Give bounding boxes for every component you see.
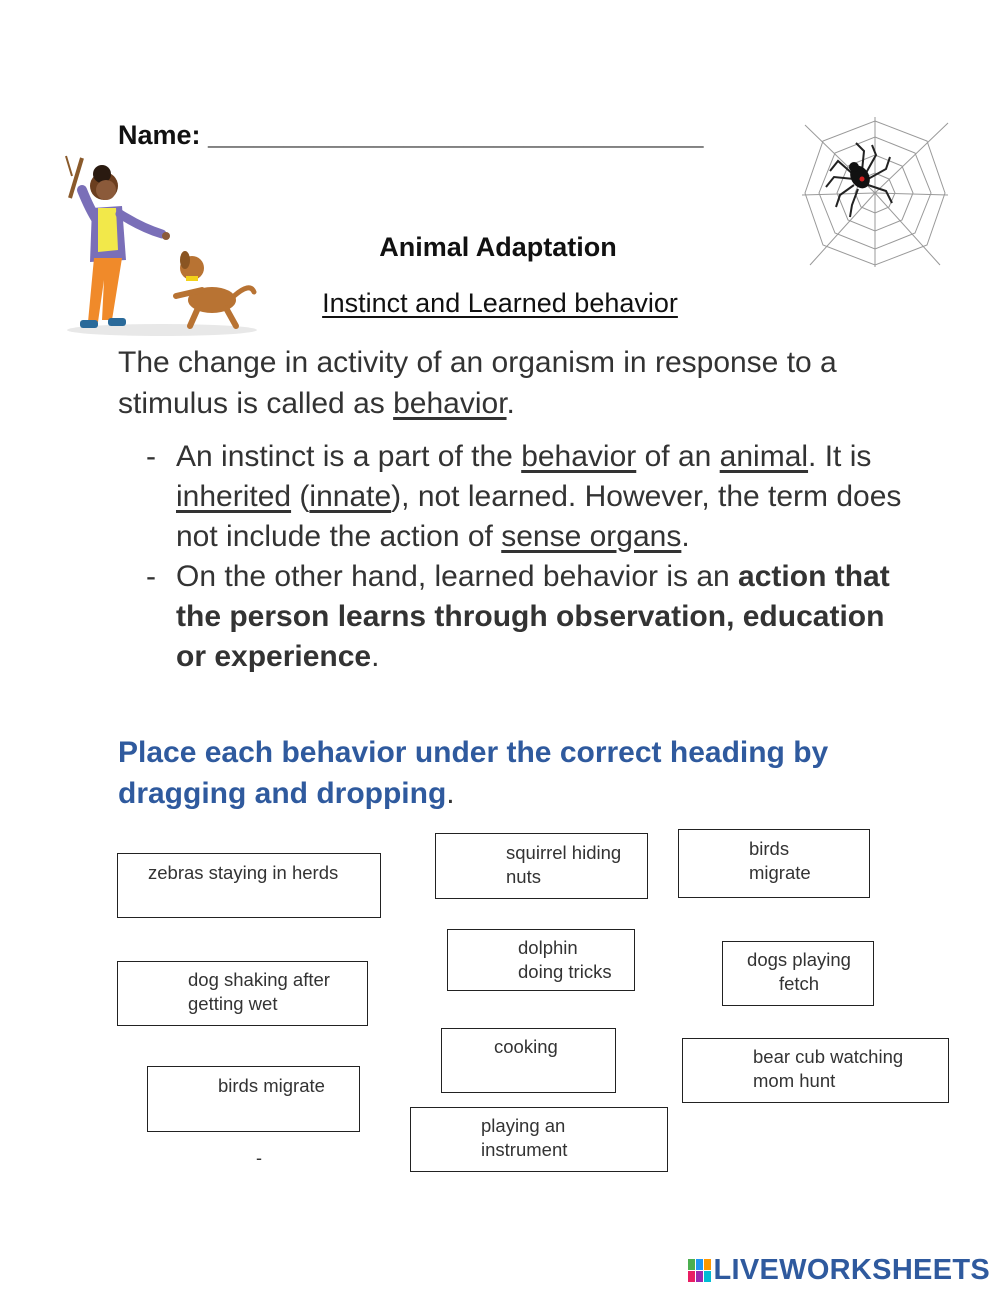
- drag-card-dogs-playing-fetch[interactable]: [722, 941, 874, 1006]
- card-label: dog shaking after getting wet: [188, 969, 330, 1014]
- instruction-text: Place each behavior under the correct heading by dragging and dropping: [118, 736, 829, 810]
- bullet-text: .: [681, 520, 690, 553]
- worksheet-subtitle: Instinct and Learned behavior: [322, 288, 678, 318]
- worksheet-subtitle-row: [0, 288, 1000, 319]
- bullet-learned: [146, 557, 906, 677]
- name-blank-line: _________________________________: [208, 120, 704, 150]
- bullet-dash: -: [146, 560, 156, 593]
- bullet-text: An instinct is a part of the: [176, 440, 522, 473]
- drag-card-squirrel-hiding-nuts[interactable]: [435, 833, 648, 899]
- drag-card-dog-shaking-after-getting-wet[interactable]: [117, 961, 368, 1026]
- stray-dash-mark: -: [256, 1148, 262, 1168]
- card-label: squirrel hiding nuts: [506, 842, 622, 887]
- bullet-text: .: [371, 640, 380, 673]
- learned-behavior-definition: action that the person learns through observation, education or experience: [176, 560, 890, 673]
- drag-drop-instruction: [118, 732, 918, 814]
- bullet-instinct: [146, 437, 906, 557]
- drag-card-zebras-staying-in-herds[interactable]: [117, 853, 381, 918]
- card-label: zebras staying in herds: [148, 862, 339, 883]
- intro-paragraph: [118, 342, 908, 424]
- name-field: [118, 120, 704, 151]
- bullet-text: On the other hand, learned behavior is an: [176, 560, 739, 593]
- drag-card-birds-migrate-top[interactable]: [678, 829, 870, 898]
- bullet-text: . It is: [808, 440, 872, 473]
- card-label: birds migrate: [218, 1075, 325, 1096]
- worksheet-title: Animal Adaptation: [379, 232, 617, 262]
- card-label: cooking: [494, 1036, 558, 1057]
- drag-card-dolphin-doing-tricks[interactable]: [447, 929, 635, 991]
- bullet-text: ), not learned. However, the term does not include the action of: [176, 480, 902, 553]
- card-label: birds migrate: [749, 838, 811, 883]
- card-label: playing an instrument: [481, 1115, 568, 1160]
- drag-card-bear-cub-watching-mom-hunt[interactable]: [682, 1038, 949, 1103]
- name-label: Name:: [118, 120, 209, 150]
- instruction-period: .: [446, 777, 455, 810]
- intro-text: The change in activity of an organism in response to a stimulus is called as: [118, 346, 837, 420]
- drag-card-birds-migrate-bottom[interactable]: [147, 1066, 360, 1132]
- liveworksheets-logo-icon: [688, 1259, 712, 1283]
- term-inherited: inherited: [176, 480, 292, 513]
- card-label: dolphin doing tricks: [518, 937, 612, 982]
- bullet-list: [146, 437, 906, 677]
- liveworksheets-logo-text: LIVEWORKSHEETS: [713, 1254, 990, 1286]
- intro-period: .: [506, 387, 515, 420]
- term-behavior: behavior: [521, 440, 637, 473]
- worksheet-title-row: [0, 232, 1000, 263]
- term-sense-organs: sense organs: [501, 520, 682, 553]
- term-innate: innate: [309, 480, 392, 513]
- intro-term-behavior: behavior: [393, 387, 507, 420]
- drag-card-cooking[interactable]: [441, 1028, 616, 1093]
- liveworksheets-logo: [688, 1254, 991, 1287]
- bullet-dash: -: [146, 440, 156, 473]
- card-label: dogs playing fetch: [747, 949, 851, 994]
- bullet-text: of an: [636, 440, 720, 473]
- term-animal: animal: [719, 440, 809, 473]
- drag-card-playing-an-instrument[interactable]: [410, 1107, 668, 1172]
- bullet-text: (: [291, 480, 310, 513]
- card-label: bear cub watching mom hunt: [753, 1046, 904, 1091]
